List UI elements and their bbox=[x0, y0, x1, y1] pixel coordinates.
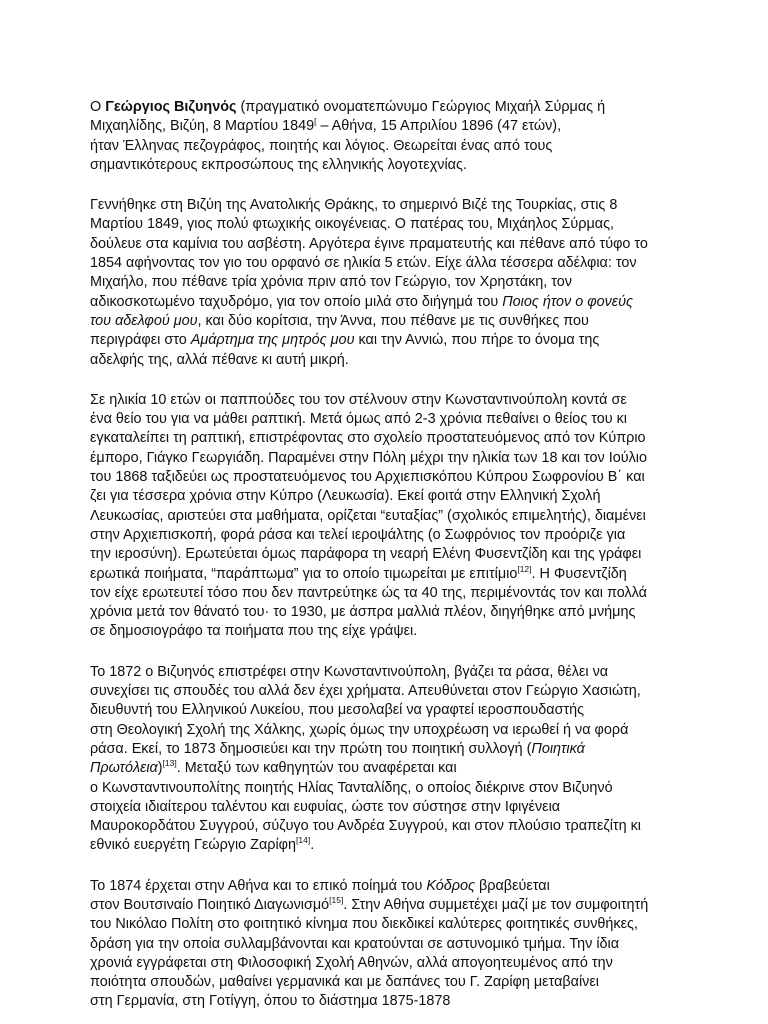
text-run: στοιχεία ιδιαίτερου ταλέντου και ευφυίας, ώστε τον σύστησε στην Ιφιγένεια bbox=[90, 798, 561, 815]
text-line bbox=[90, 603, 708, 622]
text-run: τον είχε ερωτευτεί τόσο που δεν παντρεύτηκε ώς τα 40 της, περιμένοντάς τον και πολλά bbox=[90, 584, 647, 601]
text-run: Λευκωσίας, αριστεύει στα μαθήματα, ορίζεται “ευταξίας” (σχολικός επιμελητής), διαμένει bbox=[90, 507, 646, 524]
text-run: δούλευε στα καμίνια του ασβέστη. Αργότερα έγινε πραματευτής και πέθανε από τύφο το bbox=[90, 235, 648, 252]
text-run: εγκαταλείπει τη ραπτική, επιστρέφοντας στο σχολείο προστατευόμενος από τον Κύπριο bbox=[90, 430, 646, 447]
italic-title: του αδελφού μου bbox=[90, 312, 198, 329]
text-line bbox=[90, 759, 708, 778]
paragraph bbox=[90, 98, 708, 175]
text-run: Σε ηλικία 10 ετών οι παππούδες του τον στέλνουν στην Κωνσταντινούπολη κοντά σε bbox=[90, 391, 627, 408]
text-run: Το 1874 έρχεται στην Αθήνα και το επικό ποίημά του bbox=[90, 877, 427, 894]
text-line bbox=[90, 992, 708, 1011]
text-line bbox=[90, 915, 708, 934]
paragraph bbox=[90, 877, 708, 1012]
text-run: του 1868 ταξιδεύει ως προστατευόμενος του Αρχιεπισκόπου Κύπρου Σωφρονίου Β΄ και bbox=[90, 469, 645, 486]
text-line bbox=[90, 235, 708, 254]
italic-title: Κόδρος bbox=[426, 877, 476, 894]
text-line bbox=[90, 293, 708, 312]
text-run: . bbox=[310, 837, 315, 854]
footnote-ref[interactable]: [15] bbox=[329, 895, 344, 906]
text-line bbox=[90, 545, 708, 564]
italic-title: Ποιος ήτον ο φονεύς bbox=[502, 293, 634, 310]
text-run: Γεννήθηκε στη Βιζύη της Ανατολικής Θράκης, το σημερινό Βιζέ της Τουρκίας, στις 8 bbox=[90, 197, 618, 214]
text-run: – Αθήνα, 15 Απριλίου 1896 (47 ετών), bbox=[316, 118, 562, 135]
text-line bbox=[90, 935, 708, 954]
text-run: Μιχαήλο, που πέθανε τρία χρόνια πριν από τον Γεώργιο, τον Χρηστάκη, τον bbox=[90, 274, 572, 291]
text-run: Μαυροκορδάτου Συγγρού, σύζυγο του Ανδρέα Συγγρού, και στον πλούσιο τραπεζίτη κι bbox=[90, 818, 641, 835]
text-run: , και δύο κορίτσια, την Άννα, που πέθανε με τις συνθήκες που bbox=[197, 312, 589, 329]
text-run: . Μεταξύ των καθηγητών του αναφέρεται και bbox=[176, 760, 457, 777]
italic-title: Ποιητικά bbox=[531, 740, 585, 757]
text-line bbox=[90, 740, 708, 759]
text-run: έμπορο, Γιάγκο Γεωργιάδη. Παραμένει στην Πόλη μέχρι την ηλικία των 18 και τον Ιούλιο bbox=[90, 449, 647, 466]
text-line bbox=[90, 468, 708, 487]
paragraph bbox=[90, 391, 708, 642]
text-line bbox=[90, 449, 708, 468]
text-run: ερωτικά ποιήματα, “παράπτωμα” για το οποίο τιμωρείται με επιτίμιο bbox=[90, 565, 518, 582]
text-line bbox=[90, 701, 708, 720]
footnote-ref[interactable]: [12] bbox=[517, 563, 532, 574]
text-line bbox=[90, 896, 708, 915]
paragraph bbox=[90, 663, 708, 856]
text-run: χρονιά εγγράφεται στη Φιλοσοφική Σχολή Αθηνών, αλλά απογοητευμένος από την bbox=[90, 954, 613, 971]
text-line bbox=[90, 215, 708, 234]
text-run: διευθυντή του Ελληνικού Λυκείου, που μεσολαβεί να γραφτεί ιεροσπουδαστής bbox=[90, 702, 585, 719]
italic-title: Αμάρτημα της μητρός μου bbox=[190, 332, 355, 349]
text-run: στην Αρχιεπισκοπή, φορά ράσα και τελεί ιεροψάλτης (ο Σωφρόνιος τον προόριζε για bbox=[90, 526, 626, 543]
text-line bbox=[90, 312, 708, 331]
text-run: σε δημοσιογράφο τα ποιήματα που της είχε γράψει. bbox=[90, 623, 418, 640]
text-run: 1854 αφήνοντας τον γιο του ορφανό σε ηλικία 5 ετών. Είχε άλλα τέσσερα αδέλφια: τον bbox=[90, 255, 637, 272]
text-line bbox=[90, 954, 708, 973]
text-line bbox=[90, 682, 708, 701]
text-run: . Στην Αθήνα συμμετέχει μαζί με τον συμφοιτητή bbox=[343, 896, 649, 913]
text-line bbox=[90, 798, 708, 817]
text-run: δράση για την οποία συλλαμβάνονται και κρατούνται σε αστυνομικό τμήμα. Την ίδια bbox=[90, 935, 620, 952]
text-line bbox=[90, 410, 708, 429]
text-line bbox=[90, 584, 708, 603]
text-line bbox=[90, 391, 708, 410]
footnote-ref[interactable]: [ bbox=[314, 116, 317, 127]
text-run: χρόνια μετά τον θάνατό του· το 1930, με άσπρα μαλλιά πλέον, διηγήθηκε από μνήμης bbox=[90, 604, 636, 621]
text-run: αδελφής της, αλλά πέθανε κι αυτή μικρή. bbox=[90, 351, 349, 368]
text-line bbox=[90, 836, 708, 855]
text-run: σημαντικότερους εκπροσώπους της ελληνικής λογοτεχνίας. bbox=[90, 156, 467, 173]
text-line bbox=[90, 156, 708, 175]
text-line bbox=[90, 98, 708, 117]
text-run: στον Βουτσιναίο Ποιητικό Διαγωνισμό bbox=[90, 896, 330, 913]
footnote-ref[interactable]: [14] bbox=[296, 835, 311, 846]
text-line bbox=[90, 663, 708, 682]
text-line bbox=[90, 351, 708, 370]
text-line bbox=[90, 565, 708, 584]
text-run: εθνικό ευεργέτη Γεώργιο Ζαρίφη bbox=[90, 837, 297, 854]
paragraph bbox=[90, 196, 708, 370]
text-run: του Νικόλαο Πολίτη στο φοιτητικό κίνημα που διεκδικεί καλύτερες φοιτητικές συνθήκες, bbox=[90, 916, 638, 933]
text-run: ήταν Έλληνας πεζογράφος, ποιητής και λόγιος. Θεωρείται ένας από τους bbox=[90, 137, 553, 154]
footnote-ref[interactable]: [13] bbox=[162, 758, 177, 769]
text-line bbox=[90, 779, 708, 798]
text-run: ράσα. Εκεί, το 1873 δημοσιεύει και την πρώτη του ποιητική συλλογή ( bbox=[90, 740, 532, 757]
text-run: ένα θείο του για να μάθει ραπτική. Μετά όμως από 2-3 χρόνια πεθαίνει ο θείος του κι bbox=[90, 411, 627, 428]
text-run: (πραγματικό ονοματεπώνυμο Γεώργιος Μιχαήλ Σύρμας ή bbox=[236, 99, 606, 115]
text-line bbox=[90, 331, 708, 350]
text-line bbox=[90, 117, 708, 136]
bold-name: Γεώργιος Βιζυηνός bbox=[105, 99, 237, 115]
text-line bbox=[90, 196, 708, 215]
text-line bbox=[90, 526, 708, 545]
text-run: στη Θεολογική Σχολή της Χάλκης, χωρίς όμως την υποχρέωση να ιερωθεί ή να φορά bbox=[90, 721, 629, 738]
text-run: ζει για τέσσερα χρόνια στην Κύπρο (Λευκωσία). Εκεί φοιτά στην Ελληνική Σχολή bbox=[90, 488, 601, 505]
article-body bbox=[90, 98, 708, 1012]
text-line bbox=[90, 507, 708, 526]
text-line bbox=[90, 429, 708, 448]
text-run: την ιεροσύνη). Ερωτεύεται όμως παράφορα τη νεαρή Ελένη Φυσεντζίδη και της γράφει bbox=[90, 546, 642, 563]
text-run: ο Κωνσταντινουπολίτης ποιητής Ηλίας Τανταλίδης, ο οποίος διέκρινε στον Βιζυηνό bbox=[90, 779, 613, 796]
text-line bbox=[90, 973, 708, 992]
text-line bbox=[90, 877, 708, 896]
text-run: περιγράφει στο bbox=[90, 332, 191, 349]
text-run: ) bbox=[157, 760, 163, 777]
text-run: συνεχίσει τις σπουδές του αλλά δεν έχει χρήματα. Απευθύνεται στον Γεώργιο Χασιώτη, bbox=[90, 683, 641, 700]
text-run: . Η Φυσεντζίδη bbox=[531, 565, 627, 582]
text-run: και την Αννιώ, που πήρε το όνομα της bbox=[354, 332, 600, 349]
text-line bbox=[90, 721, 708, 740]
text-run: αδικοσκοτωμένο ταχυδρόμο, για τον οποίο μιλά στο διήγημά του bbox=[90, 293, 503, 310]
text-line bbox=[90, 273, 708, 292]
text-line bbox=[90, 817, 708, 836]
text-run: Το 1872 ο Βιζυηνός επιστρέφει στην Κωνσταντινούπολη, βγάζει τα ράσα, θέλει να bbox=[90, 663, 609, 680]
italic-title: Πρωτόλεια bbox=[90, 760, 158, 777]
text-run: στη Γερμανία, στη Γοτίγγη, όπου το διάστημα 1875-1878 bbox=[90, 993, 451, 1010]
text-line bbox=[90, 254, 708, 273]
text-run: Μιχαηλίδης, Βιζύη, 8 Μαρτίου 1849 bbox=[90, 118, 315, 135]
text-run: Μαρτίου 1849, γιος πολύ φτωχικής οικογένειας. Ο πατέρας του, Μιχάηλος Σύρμας, bbox=[90, 216, 614, 233]
text-run: βραβεύεται bbox=[475, 877, 550, 894]
text-line bbox=[90, 487, 708, 506]
text-line bbox=[90, 622, 708, 641]
text-line bbox=[90, 137, 708, 156]
text-run: Ο bbox=[90, 99, 106, 115]
text-run: ποιότητα σπουδών, μαθαίνει γερμανικά και με δαπάνες του Γ. Ζαρίφη μεταβαίνει bbox=[90, 974, 599, 991]
